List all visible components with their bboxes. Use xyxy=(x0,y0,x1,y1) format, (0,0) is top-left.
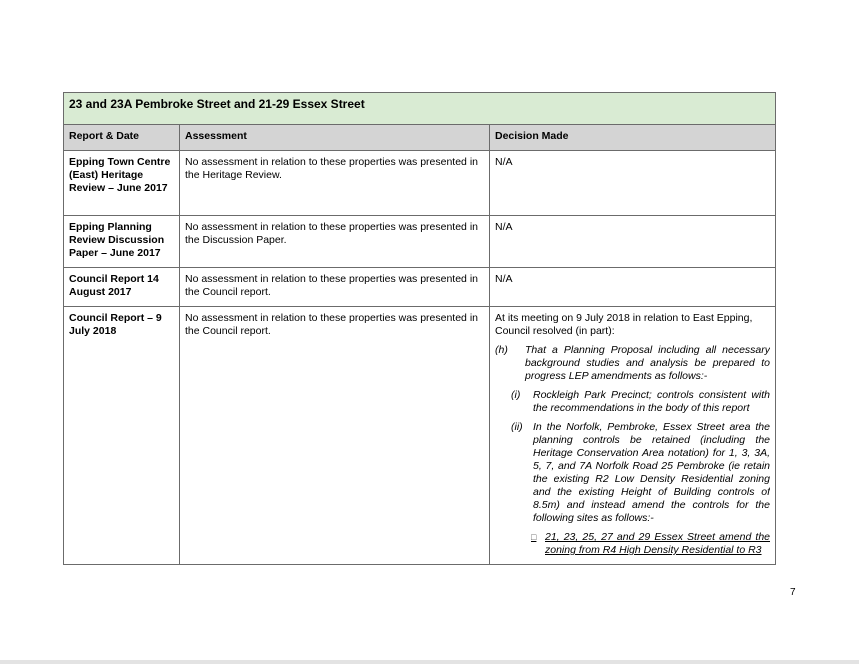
header-decision-made: Decision Made xyxy=(490,125,776,151)
resolution-item-ii xyxy=(495,421,770,525)
item-text: In the Norfolk, Pembroke, Essex Street area the planning controls be retained (including the Heritage Conservation Area notation) for 1, 3, 3A, 5, 7, and 7A Norfolk Road 25 Pembroke (ie retain the existing R2 Low Density Residential zoning and the existing Height of Building controls of 8.5m) and instead amend the controls for the following sites as follows:- xyxy=(533,421,770,524)
decision-intro: At its meeting on 9 July 2018 in relation to East Epping, Council resolved (in part): xyxy=(495,312,753,337)
planning-history-table xyxy=(63,92,776,565)
item-label: (ii) xyxy=(511,421,523,433)
assessment-cell: No assessment in relation to these properties was presented in the Heritage Review. xyxy=(180,151,490,216)
item-label: (h) xyxy=(495,344,508,356)
decision-cell xyxy=(490,307,776,565)
decision-cell: N/A xyxy=(490,268,776,307)
header-assessment: Assessment xyxy=(180,125,490,151)
report-cell: Epping Town Centre (East) Heritage Review – June 2017 xyxy=(64,151,180,216)
item-label: (i) xyxy=(511,389,521,401)
decision-cell: N/A xyxy=(490,216,776,268)
page-number: 7 xyxy=(790,587,796,598)
header-report-date: Report & Date xyxy=(64,125,180,151)
report-cell: Council Report 14 August 2017 xyxy=(64,268,180,307)
decision-content xyxy=(495,312,770,558)
item-text: 21, 23, 25, 27 and 29 Essex Street amend the zoning from R4 High Density Residential to R3 xyxy=(545,531,770,556)
table-title: 23 and 23A Pembroke Street and 21-29 Essex Street xyxy=(64,93,776,125)
report-cell: Council Report – 9 July 2018 xyxy=(64,307,180,565)
resolution-item-h xyxy=(495,344,770,383)
resolution-bullet xyxy=(495,531,770,557)
table-title-row xyxy=(64,93,776,125)
item-text: Rockleigh Park Precinct; controls consistent with the recommendations in the body of this report xyxy=(533,389,770,414)
resolution-item-i xyxy=(495,389,770,415)
table-row xyxy=(64,268,776,307)
table-row xyxy=(64,307,776,565)
assessment-cell: No assessment in relation to these properties was presented in the Council report. xyxy=(180,307,490,565)
table-row xyxy=(64,151,776,216)
bullet-icon: □ xyxy=(531,532,537,542)
page-divider xyxy=(0,660,859,664)
table-row xyxy=(64,216,776,268)
table-header-row xyxy=(64,125,776,151)
report-cell: Epping Planning Review Discussion Paper – June 2017 xyxy=(64,216,180,268)
item-text: That a Planning Proposal including all necessary background studies and analysis be prepared to progress LEP amendments as follows:- xyxy=(525,344,770,382)
assessment-cell: No assessment in relation to these properties was presented in the Council report. xyxy=(180,268,490,307)
assessment-cell: No assessment in relation to these properties was presented in the Discussion Paper. xyxy=(180,216,490,268)
decision-cell: N/A xyxy=(490,151,776,216)
